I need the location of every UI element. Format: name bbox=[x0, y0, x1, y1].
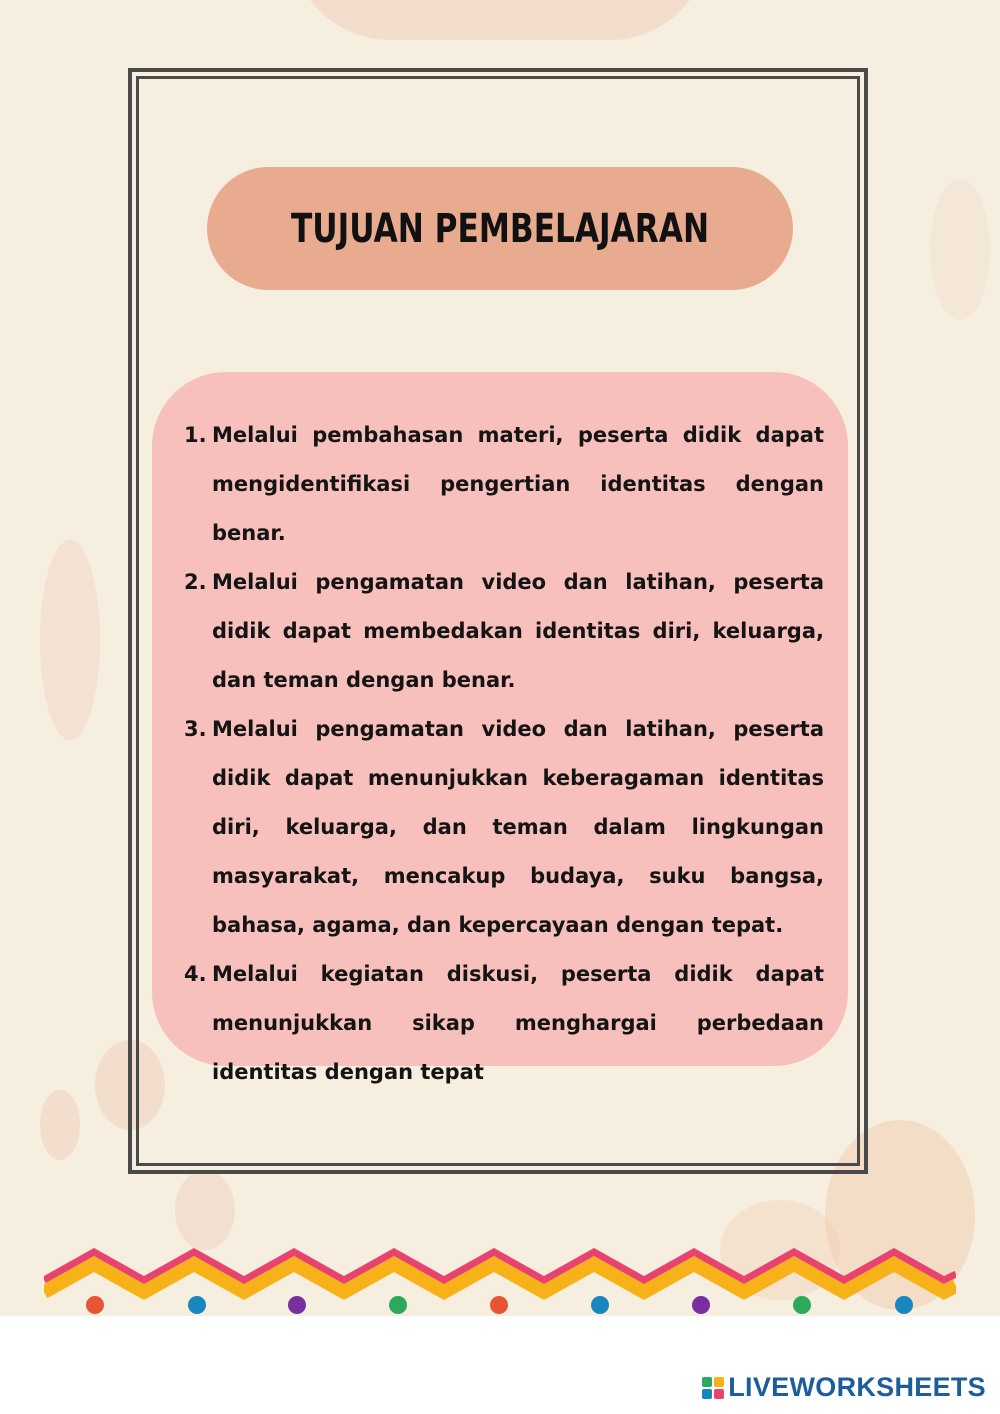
goal-number: 4. bbox=[184, 962, 207, 986]
goal-text: Melalui pengamatan video dan latihan, peserta didik dapat menunjukkan keberagaman identitas diri, keluarga, dan teman dalam lingkungan masyarakat, mencakup budaya, suku bangsa, bahasa, agama, dan kepercayaan dengan tepat. bbox=[212, 717, 824, 937]
decor-blob bbox=[175, 1170, 235, 1250]
decor-dot bbox=[188, 1296, 206, 1314]
liveworksheets-logo-icon bbox=[702, 1377, 724, 1399]
decor-dot bbox=[895, 1296, 913, 1314]
learning-goal-item bbox=[184, 705, 824, 950]
brand-name: LIVEWORKSHEETS bbox=[728, 1372, 986, 1402]
page-title: TUJUAN PEMBELAJARAN bbox=[290, 205, 710, 252]
decor-blob bbox=[930, 180, 990, 320]
learning-goals-list bbox=[184, 411, 824, 1097]
goal-text: Melalui pembahasan materi, peserta didik dapat mengidentifikasi pengertian identitas dengan benar. bbox=[212, 423, 824, 545]
goal-text: Melalui kegiatan diskusi, peserta didik dapat menunjukkan sikap menghargai perbedaan identitas dengan tepat bbox=[212, 962, 824, 1084]
decor-dot bbox=[389, 1296, 407, 1314]
learning-goal-item bbox=[184, 411, 824, 558]
goal-text: Melalui pengamatan video dan latihan, peserta didik dapat membedakan identitas diri, keluarga, dan teman dengan benar. bbox=[212, 570, 824, 692]
goal-number: 3. bbox=[184, 717, 207, 741]
decor-blob bbox=[290, 0, 710, 40]
decor-dot bbox=[288, 1296, 306, 1314]
decor-dot bbox=[490, 1296, 508, 1314]
title-banner bbox=[207, 167, 793, 290]
goal-number: 2. bbox=[184, 570, 207, 594]
decor-dot bbox=[692, 1296, 710, 1314]
goal-number: 1. bbox=[184, 423, 207, 447]
decor-blob bbox=[40, 1090, 80, 1160]
zigzag-border-decoration bbox=[44, 1248, 956, 1316]
learning-goal-item bbox=[184, 950, 824, 1097]
decor-dot bbox=[793, 1296, 811, 1314]
decor-dot bbox=[591, 1296, 609, 1314]
brand-logo[interactable] bbox=[702, 1372, 986, 1403]
decor-blob bbox=[40, 540, 100, 740]
learning-goal-item bbox=[184, 558, 824, 705]
decor-dot bbox=[86, 1296, 104, 1314]
